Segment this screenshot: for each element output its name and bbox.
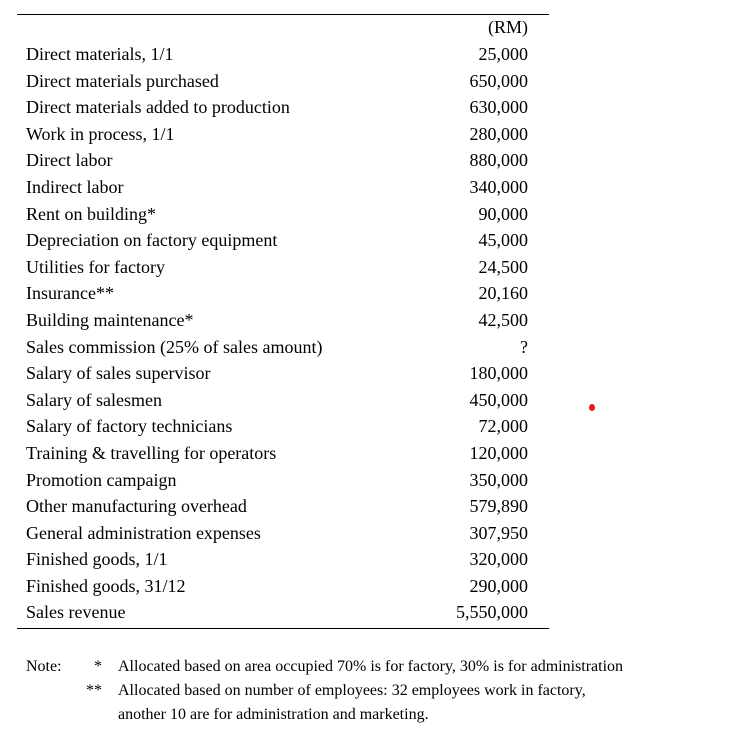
table-row (26, 360, 528, 387)
row-label: Direct materials purchased (26, 70, 219, 91)
row-label: Finished goods, 1/1 (26, 549, 168, 570)
row-value: 450,000 (469, 389, 528, 410)
annotation-dot (589, 404, 595, 411)
row-value: 320,000 (469, 549, 528, 570)
table-row (26, 573, 528, 600)
row-value: 72,000 (478, 416, 528, 437)
table-row (26, 147, 528, 174)
row-label: Sales commission (25% of sales amount) (26, 336, 323, 357)
row-value: 307,950 (469, 522, 528, 543)
row-value: 24,500 (478, 256, 528, 277)
row-value: 20,160 (478, 283, 528, 304)
row-label: Work in process, 1/1 (26, 123, 175, 144)
row-label: Promotion campaign (26, 469, 177, 490)
table-row (26, 280, 528, 307)
row-value: 5,550,000 (456, 602, 528, 623)
row-label: Sales revenue (26, 602, 126, 623)
table-row (26, 68, 528, 95)
row-value: 120,000 (469, 442, 528, 463)
note-text: Allocated based on number of employees: 32 employees work in factory, (118, 682, 586, 699)
table-row (26, 201, 528, 228)
row-value: 579,890 (469, 496, 528, 517)
row-value: 340,000 (469, 176, 528, 197)
note-symbol: ** (86, 682, 102, 699)
row-label: General administration expenses (26, 522, 261, 543)
table-row (26, 546, 528, 573)
row-value: 290,000 (469, 575, 528, 596)
row-value: ? (520, 336, 528, 357)
row-label: Indirect labor (26, 176, 124, 197)
table-row (26, 254, 528, 281)
row-label: Finished goods, 31/12 (26, 575, 186, 596)
row-value: 630,000 (469, 97, 528, 118)
row-label: Building maintenance* (26, 309, 194, 330)
table-row (26, 387, 528, 414)
row-label: Other manufacturing overhead (26, 496, 247, 517)
row-value: 45,000 (478, 230, 528, 251)
row-value: 90,000 (478, 203, 528, 224)
table-row (26, 467, 528, 494)
table-row (26, 174, 528, 201)
table-row (26, 493, 528, 520)
note-text: Allocated based on area occupied 70% is for factory, 30% is for administration (118, 658, 624, 675)
row-value: 180,000 (469, 363, 528, 384)
row-value: 25,000 (478, 44, 528, 64)
table-row (26, 520, 528, 547)
row-value: 350,000 (469, 469, 528, 490)
note-text: another 10 are for administration and marketing. (118, 706, 429, 723)
row-value: 42,500 (478, 309, 528, 330)
table-row (26, 307, 528, 334)
row-label: Training & travelling for operators (26, 442, 277, 463)
table-row (26, 41, 528, 68)
table-row (26, 227, 528, 254)
table-row (26, 413, 528, 440)
row-label: Direct labor (26, 150, 113, 171)
row-label: Insurance** (26, 283, 114, 304)
row-label: Utilities for factory (26, 256, 165, 277)
row-label: Salary of sales supervisor (26, 363, 211, 384)
row-label: Depreciation on factory equipment (26, 230, 278, 251)
row-value: 650,000 (469, 70, 528, 91)
table-row (26, 599, 528, 626)
note-symbol: * (94, 658, 102, 675)
note-label: Note: (26, 658, 62, 675)
row-label: Salary of factory technicians (26, 416, 233, 437)
table-row (26, 121, 528, 148)
row-value: 880,000 (469, 150, 528, 171)
row-label: Rent on building* (26, 203, 156, 224)
table-row (26, 334, 528, 361)
row-value: 280,000 (469, 123, 528, 144)
table-bottom-rule (17, 628, 549, 629)
row-label: Salary of salesmen (26, 389, 162, 410)
row-label: Direct materials added to production (26, 97, 290, 118)
currency-header: (RM) (488, 17, 528, 37)
cost-table (26, 41, 528, 626)
table-row (26, 440, 528, 467)
row-label: Direct materials, 1/1 (26, 44, 174, 64)
table-row (26, 94, 528, 121)
table-top-rule (17, 14, 549, 15)
